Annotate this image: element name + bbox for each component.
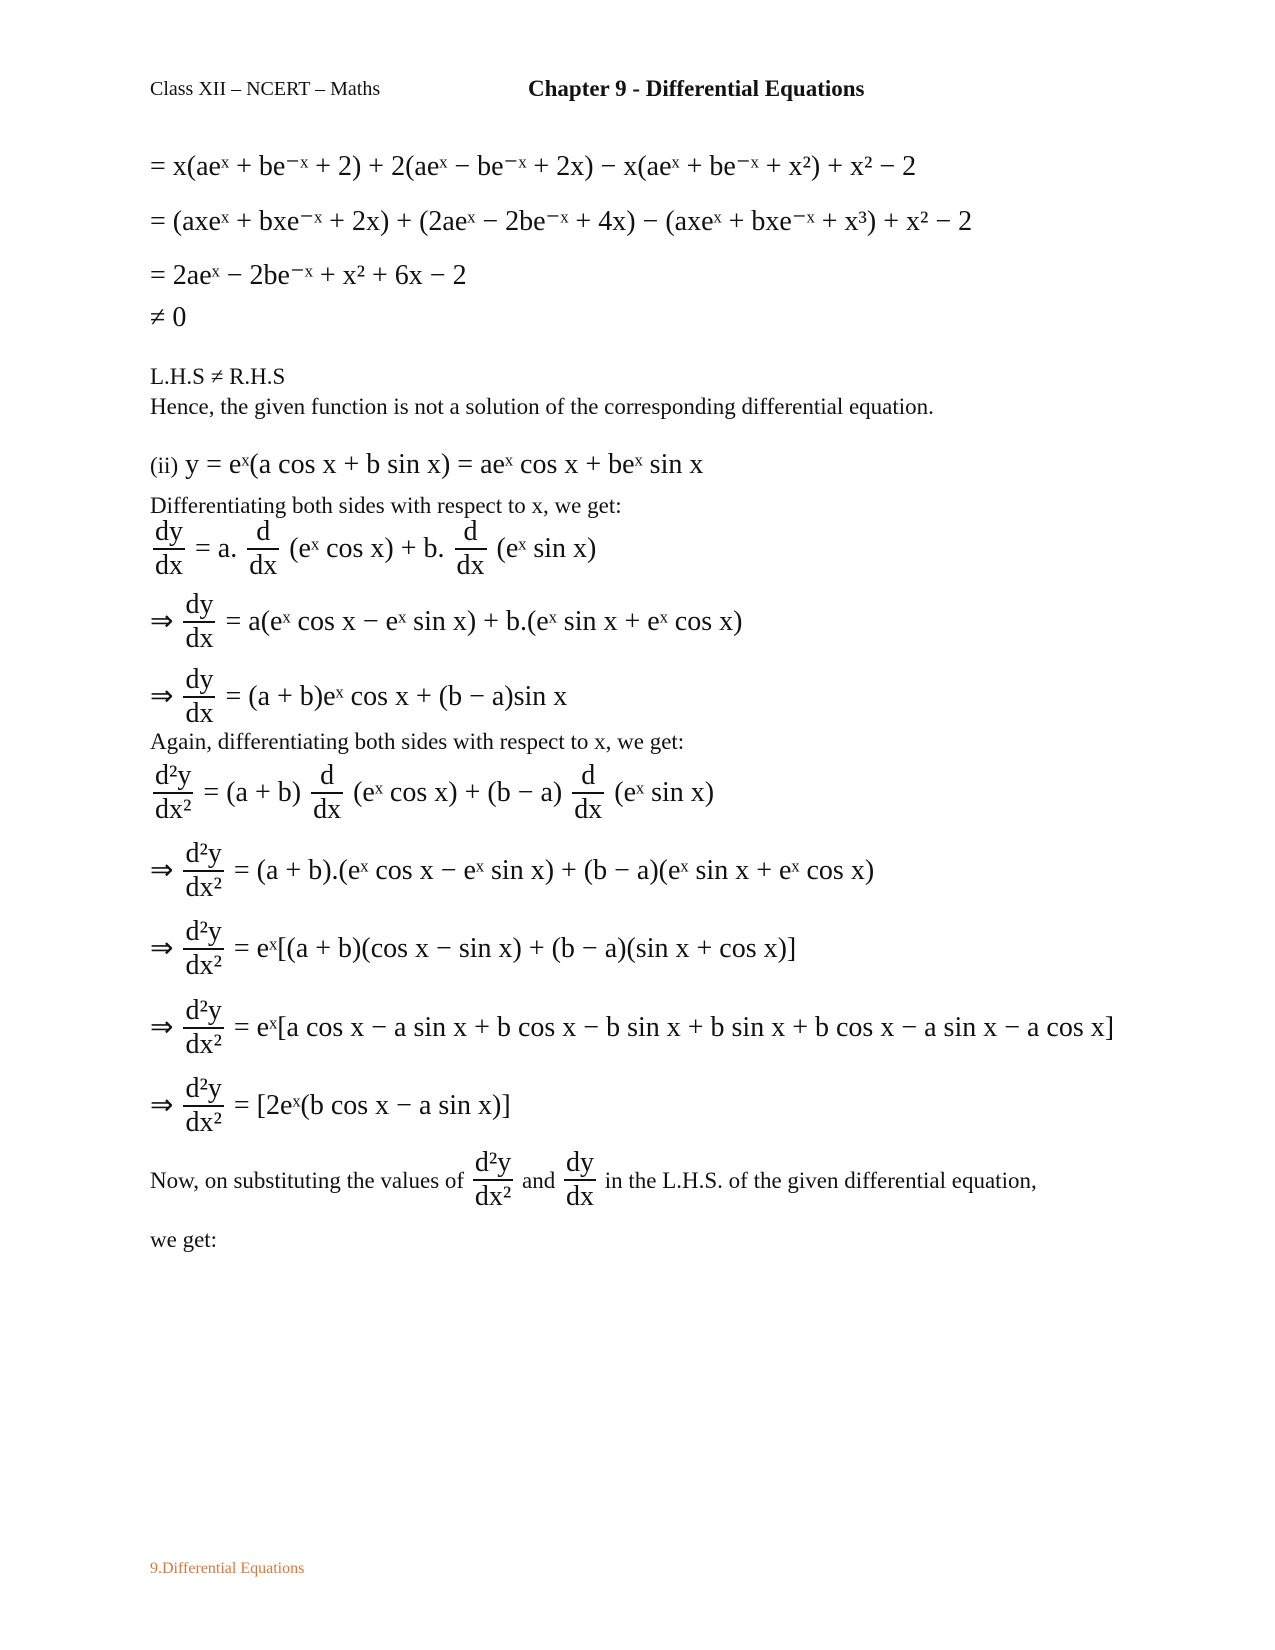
step-rhs: = (a + b).(eˣ cos x − eˣ sin x) + (b − a)(eˣ sin x + eˣ cos x) bbox=[233, 855, 875, 887]
implies-arrow: ⇒ bbox=[150, 1090, 174, 1122]
term-a-plus-b: = (a + b) bbox=[203, 777, 302, 809]
part-ii-label: (ii) bbox=[150, 453, 179, 478]
second-derivative-step-3 bbox=[150, 995, 1114, 1061]
footer-chapter: 9.Differential Equations bbox=[150, 1560, 305, 1577]
eq-line-2: = (axeˣ + bxe⁻ˣ + 2x) + (2aeˣ − 2be⁻ˣ + 4x) − (axeˣ + bxe⁻ˣ + x³) + x² − 2 bbox=[150, 206, 973, 237]
fraction-d2y-dx2: $\frac{\text{d²y}}{\text{dx²}}$ bbox=[155, 760, 192, 826]
eq-line-4: ≠ 0 bbox=[150, 302, 187, 333]
implies-arrow: ⇒ bbox=[150, 1012, 174, 1044]
second-derivative-step-4 bbox=[150, 1073, 511, 1139]
fraction-d2y-dx2: $\frac{\text{d²y}}{\text{dx²}}$ bbox=[185, 916, 222, 982]
first-derivative-step-2 bbox=[150, 664, 567, 730]
step-rhs: = (a + b)eˣ cos x + (b − a)sin x bbox=[225, 681, 568, 713]
first-derivative-line bbox=[150, 516, 596, 582]
part-ii-line bbox=[150, 451, 703, 479]
fraction-d-dx: $\frac{d}{dx}$ bbox=[313, 760, 342, 826]
we-get-text: we get: bbox=[150, 1227, 218, 1252]
implies-arrow: ⇒ bbox=[150, 606, 174, 638]
fraction-dy-dx: $\frac{dy}{dx}$ bbox=[155, 516, 183, 582]
term-ex-cos: (eˣ cos x) bbox=[289, 533, 394, 565]
page-title: Chapter 9 - Differential Equations bbox=[528, 76, 865, 101]
term-ex-cos: (eˣ cos x) bbox=[353, 777, 458, 809]
conclusion-text: Hence, the given function is not a solution of the corresponding differential equation. bbox=[150, 394, 934, 419]
step-rhs: = a(eˣ cos x − eˣ sin x) + b.(eˣ sin x + eˣ cos x) bbox=[225, 606, 743, 638]
step-rhs: = [2eˣ(b cos x − a sin x)] bbox=[233, 1090, 511, 1122]
fraction-d-dx: $\frac{d}{dx}$ bbox=[456, 516, 485, 582]
first-derivative-step-1 bbox=[150, 589, 742, 655]
eq-line-3: = 2aeˣ − 2be⁻ˣ + x² + 6x − 2 bbox=[150, 260, 467, 291]
part-ii-equation: y = eˣ(a cos x + b sin x) = aeˣ cos x + beˣ sin x bbox=[185, 449, 704, 480]
term-ex-sin: (eˣ sin x) bbox=[614, 777, 715, 809]
second-derivative-line bbox=[150, 760, 714, 826]
implies-arrow: ⇒ bbox=[150, 933, 174, 965]
fraction-d2y-dx2: $\frac{\text{d²y}}{\text{dx²}}$ bbox=[185, 838, 222, 904]
fraction-d2y-dx2: $\frac{\text{d²y}}{\text{dx²}}$ bbox=[185, 995, 222, 1061]
fraction-d2y-dx2: $\frac{\text{d²y}}{\text{dx²}}$ bbox=[474, 1147, 512, 1213]
term-b-minus-a: + (b − a) bbox=[464, 777, 563, 809]
lhs-neq-rhs: L.H.S ≠ R.H.S bbox=[150, 364, 286, 389]
fraction-d-dx: $\frac{d}{dx}$ bbox=[249, 516, 278, 582]
fraction-dy-dx: $\frac{dy}{dx}$ bbox=[565, 1147, 594, 1213]
diff-text-1: Differentiating both sides with respect to x, we get: bbox=[150, 493, 622, 518]
implies-arrow: ⇒ bbox=[150, 855, 174, 887]
and-text: and bbox=[522, 1167, 556, 1193]
substitution-text-end: in the L.H.S. of the given differential equation, bbox=[604, 1167, 1037, 1193]
implies-arrow: ⇒ bbox=[150, 681, 174, 713]
substitution-text-start: Now, on substituting the values of bbox=[150, 1167, 465, 1193]
step-rhs: = eˣ[a cos x − a sin x + b cos x − b sin x + b sin x + b cos x − a sin x − a cos x] bbox=[233, 1012, 1115, 1044]
term-b: + b. bbox=[400, 533, 445, 565]
term-ex-sin: (eˣ sin x) bbox=[496, 533, 597, 565]
second-derivative-step-2 bbox=[150, 916, 796, 982]
second-derivative-step-1 bbox=[150, 838, 874, 904]
header-left: Class XII – NCERT – Maths bbox=[150, 78, 381, 100]
fraction-dy-dx: $\frac{dy}{dx}$ bbox=[185, 664, 214, 730]
fraction-dy-dx: $\frac{dy}{dx}$ bbox=[185, 589, 214, 655]
term-a: = a. bbox=[195, 533, 238, 565]
substitution-line bbox=[150, 1147, 1037, 1213]
fraction-d2y-dx2: $\frac{\text{d²y}}{\text{dx²}}$ bbox=[185, 1073, 222, 1139]
diff-text-2: Again, differentiating both sides with respect to x, we get: bbox=[150, 729, 685, 754]
fraction-d-dx: $\frac{d}{dx}$ bbox=[574, 760, 603, 826]
step-rhs: = eˣ[(a + b)(cos x − sin x) + (b − a)(sin x + cos x)] bbox=[233, 933, 797, 965]
eq-line-1: = x(aeˣ + be⁻ˣ + 2) + 2(aeˣ − be⁻ˣ + 2x) − x(aeˣ + be⁻ˣ + x²) + x² − 2 bbox=[150, 151, 917, 182]
